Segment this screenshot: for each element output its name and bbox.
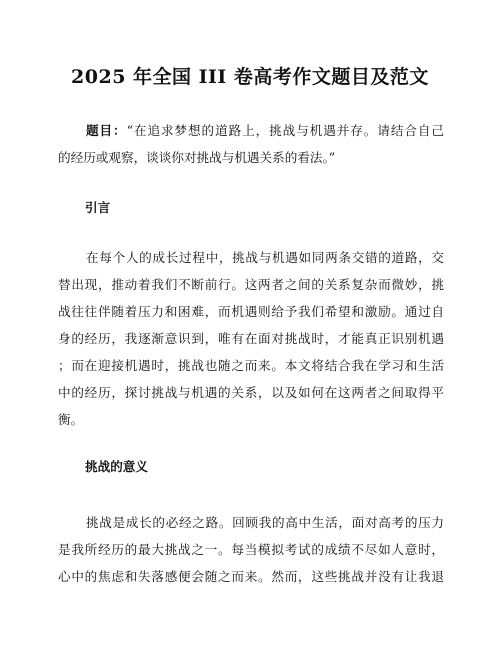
prompt-paragraph bbox=[58, 117, 444, 171]
intro-line: ；而在迎接机遇时，挑战也随之而来。本文将结合我在学习和生活 bbox=[58, 358, 444, 373]
prompt-line-2: 的经历或观察，谈谈你对挑战与机遇关系的看法。” bbox=[58, 150, 336, 165]
meaning-line: 挑战是成长的必经之路。回顾我的高中生活，面对高考的压力 bbox=[86, 515, 444, 530]
prompt-line-1 bbox=[58, 117, 444, 144]
intro-line: 替出现，推动着我们不断前行。这两者之间的关系复杂而微妙，挑 bbox=[58, 277, 444, 292]
intro-line: 衡。 bbox=[58, 412, 84, 427]
section-heading-intro: 引言 bbox=[85, 200, 111, 215]
intro-line: 中的经历，探讨挑战与机遇的关系，以及如何在这两者之间取得平 bbox=[58, 385, 444, 400]
intro-line: 战往往伴随着压力和困难，而机遇则给予我们希望和激励。通过自 bbox=[58, 304, 444, 319]
intro-paragraph bbox=[58, 244, 444, 433]
document-title: 2025 年全国 III 卷高考作文题目及范文 bbox=[71, 66, 429, 88]
prompt-text-1: “在追求梦想的道路上，挑战与机遇并存。请结合自己 bbox=[126, 123, 445, 138]
meaning-paragraph bbox=[58, 509, 444, 590]
meaning-line: 心中的焦虑和失落感便会随之而来。然而，这些挑战并没有让我退 bbox=[58, 569, 444, 584]
meaning-line: 是我所经历的最大挑战之一。每当模拟考试的成绩不尽如人意时， bbox=[58, 542, 444, 557]
intro-line: 在每个人的成长过程中，挑战与机遇如同两条交错的道路，交 bbox=[86, 250, 444, 265]
section-heading-meaning: 挑战的意义 bbox=[85, 459, 148, 474]
prompt-label: 题目： bbox=[86, 123, 127, 138]
intro-line: 身的经历，我逐渐意识到，唯有在面对挑战时，才能真正识别机遇 bbox=[58, 331, 444, 346]
